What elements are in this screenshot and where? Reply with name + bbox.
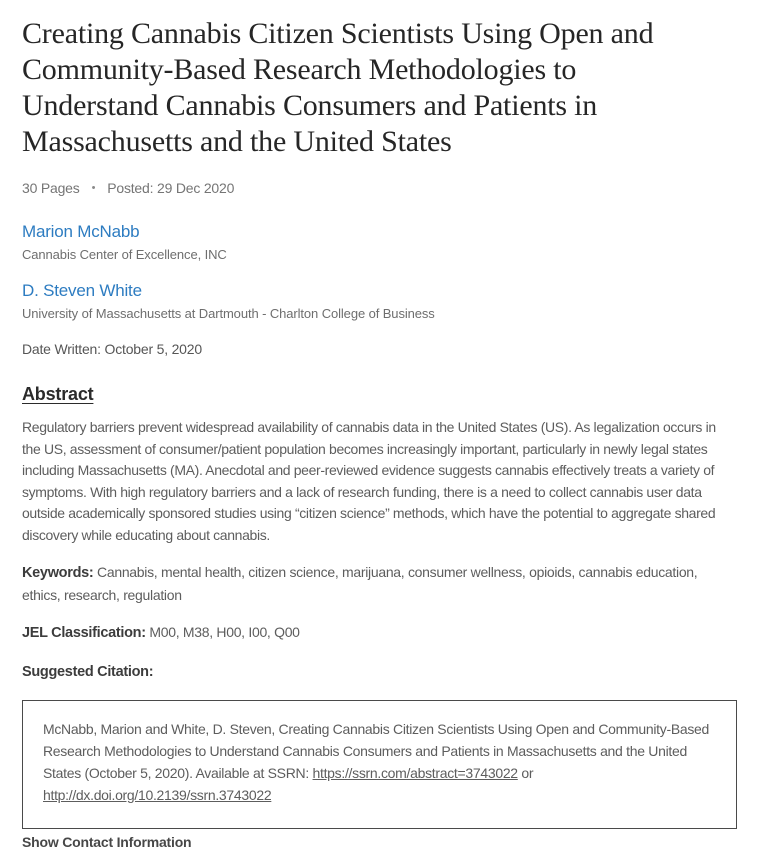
author-block <box>22 281 737 321</box>
paper-meta-row <box>22 180 737 196</box>
keywords-line <box>22 562 737 606</box>
jel-value: M00, M38, H00, I00, Q00 <box>149 624 300 640</box>
citation-text <box>43 718 716 806</box>
author-affiliation: University of Massachusetts at Dartmouth - Charlton College of Business <box>22 306 435 321</box>
abstract-heading: Abstract <box>22 384 94 404</box>
paper-title: Creating Cannabis Citizen Scientists Using Open and Community-Based Research Methodologies to Understand Cannabis Consumers and Patients in Massachusetts and the United States <box>22 17 654 158</box>
doi-url-link[interactable]: http://dx.doi.org/10.2139/ssrn.3743022 <box>43 787 272 803</box>
suggested-citation-box <box>22 700 737 829</box>
keywords-value: Cannabis, mental health, citizen science, marijuana, consumer wellness, opioids, cannabis education, ethics, research, regulation <box>22 564 698 603</box>
author-affiliation: Cannabis Center of Excellence, INC <box>22 247 227 262</box>
jel-classification-line <box>22 622 737 645</box>
posted-date: Posted: 29 Dec 2020 <box>107 180 235 196</box>
date-written: Date Written: October 5, 2020 <box>22 341 202 357</box>
citation-or-text: or <box>517 765 534 781</box>
paper-abstract-page <box>0 16 761 850</box>
show-contact-information-link[interactable]: Show Contact Information <box>22 834 192 850</box>
ssrn-abstract-url-link[interactable]: https://ssrn.com/abstract=3743022 <box>312 765 518 781</box>
keywords-label: Keywords: <box>22 565 94 581</box>
suggested-citation-line <box>22 661 737 684</box>
abstract-text: Regulatory barriers prevent widespread availability of cannabis data in the United States (US). As legalization occurs in the US, assessment of consumer/patient population becomes increasingly important, particularly in newly legal states including Massachusetts (MA). Anecdotal and peer-reviewed evidence suggests cannabis effectively treats a variety of symptoms. With high regulatory barriers and a lack of research funding, there is a need to collect cannabis user data outside academically sponsored studies using “citizen science” methods, which have the potential to aggregate shared discovery while educating about cannabis. <box>22 419 716 543</box>
author-link-d-steven-white[interactable]: D. Steven White <box>22 281 142 300</box>
meta-separator-dot: • <box>91 182 96 194</box>
citation-body-text: McNabb, Marion and White, D. Steven, Creating Cannabis Citizen Scientists Using Open and Community-Based Research Methodologies to Understand Cannabis Consumers and Patients in Massachusetts and the United States (October 5, 2020). Available at SSRN: <box>43 721 710 781</box>
author-link-marion-mcnabb[interactable]: Marion McNabb <box>22 222 140 241</box>
suggested-citation-label: Suggested Citation: <box>22 663 154 680</box>
jel-label: JEL Classification: <box>22 625 146 641</box>
page-count: 30 Pages <box>22 180 80 196</box>
author-block <box>22 222 737 262</box>
